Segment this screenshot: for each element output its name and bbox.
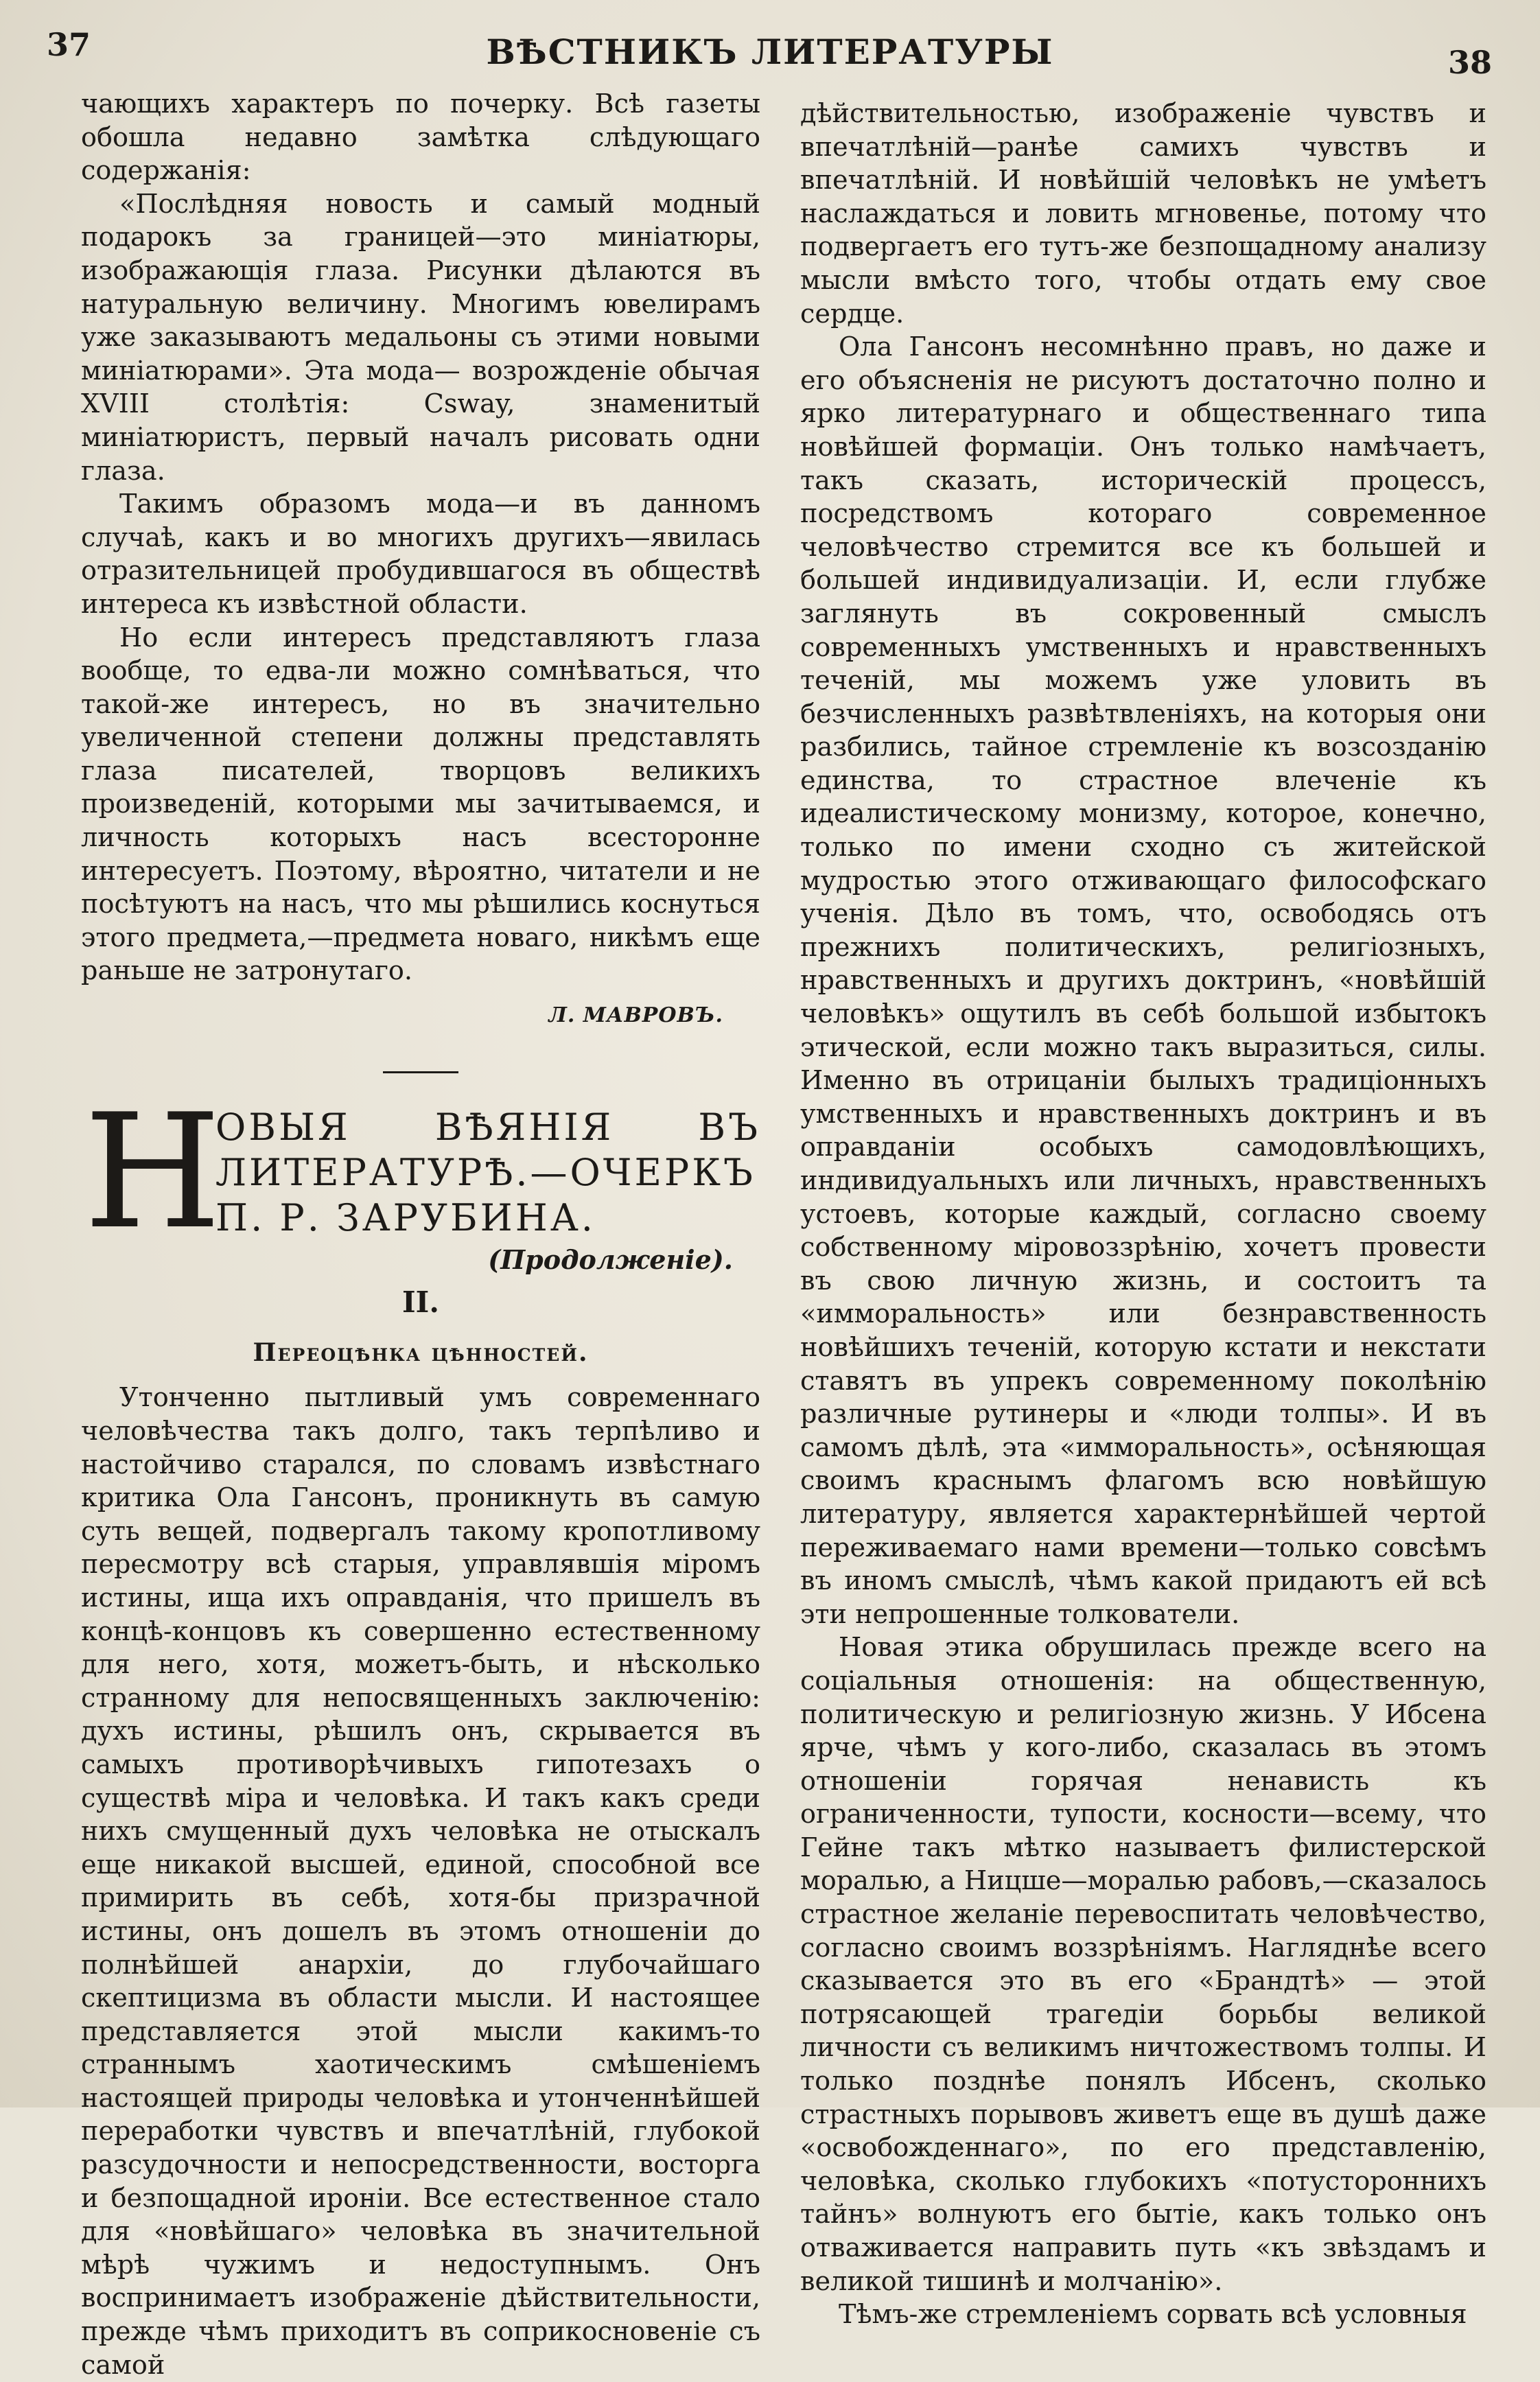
page-number-left: 37 (47, 26, 91, 63)
journal-title: ВѢСТНИКЪ ЛИТЕРАТУРЫ (486, 32, 1054, 72)
right-column (800, 97, 1486, 2332)
section-divider (383, 1071, 458, 1073)
article-title: ОВЫЯ ВѢЯНІЯ ВЪ ЛИТЕРАТУРѢ.—ОЧЕРКЪ П. Р. ЗАРУБИНА. (215, 1105, 760, 1239)
drop-cap: Н (84, 1080, 222, 1264)
paragraph: «Послѣдняя новость и самый модный подарокъ за границей—это миніатюры, изображающія глаза. Рисунки дѣлаются въ натуральную величину. Многимъ ювелирамъ уже заказываютъ медальоны съ этими новыми миніатюрами». Эта мода— возрожденіе обычая XVIII столѣтія: Csway, знаменитый миніатюристъ, первый началъ рисовать одни глаза. (81, 189, 760, 487)
left-column (81, 88, 760, 2382)
paragraph: Новая этика обрушилась прежде всего на соціальныя отношенія: на общественную, политическую и религіозную жизнь. У Ибсена ярче, чѣмъ у кого-либо, сказалась въ этомъ отношеніи горячая ненависть къ ограниченности, тупости, косности—всему, что Гейне такъ мѣтко называетъ филистерской моралью, а Ницше—моралью рабовъ,—сказалось страстное желаніе перевоспитать человѣчество, согласно своимъ воззрѣніямъ. Нагляднѣе всего сказывается это въ его «Брандтѣ» — этой потрясающей трагедіи борьбы великой личности съ великимъ ничтожествомъ толпы. И только позднѣе понялъ Ибсенъ, сколько страстныхъ порывовъ живетъ еще въ душѣ даже «освобожденнаго», по его представленію, человѣка, сколько глубокихъ «потустороннихъ тайнъ» волнуютъ его бытіе, какъ только онъ отваживается направить путь «къ звѣздамъ и великой тишинѣ и молчанію». (800, 1633, 1486, 2297)
author-signature: Л. МАВРОВЪ. (548, 1003, 723, 1028)
section-number: II. (402, 1285, 439, 1320)
continuation-note: (Продолженіе). (488, 1243, 733, 1275)
paragraph: Такимъ образомъ мода—и въ данномъ случаѣ, какъ и во многихъ другихъ—явилась отразительницей пробудившагося въ обществѣ интереса къ извѣстной области. (81, 489, 760, 620)
paragraph: дѣйствительностью, изображеніе чувствъ и впечатлѣній—ранѣе самихъ чувствъ и впечатлѣній. И новѣйшій человѣкъ не умѣетъ наслаждаться и ловить мгновенье, потому что подвергаетъ его тутъ-же безпощадному анализу мысли вмѣсто того, чтобы отдать ему свое сердце. (800, 99, 1486, 329)
paragraph: Ола Гансонъ несомнѣнно правъ, но даже и его объясненія не рисуютъ достаточно полно и ярко литературнаго и общественнаго типа новѣйшей формаціи. Онъ только намѣчаетъ, такъ сказать, историческій процессъ, посредствомъ котораго современное человѣчество стремится все къ большей и большей индивидуализаціи. И, если глубже заглянуть въ сокровенный смыслъ современныхъ умственныхъ и нравственныхъ теченій, мы можемъ уже уловить въ безчисленныхъ развѣтвленіяхъ, на которыя они разбились, тайное стремленіе къ возсозданію единства, то страстное влеченіе къ идеалистическому монизму, которое, конечно, только по имени сходно съ житейской мудростью этого отживающаго философскаго ученія. Дѣло въ томъ, что, освободясь отъ прежнихъ политическихъ, религіозныхъ, нравственныхъ и другихъ доктринъ, «новѣйшій человѣкъ» ощутилъ въ себѣ большой избытокъ этической, если можно такъ выразиться, силы. Именно въ отрицаніи былыхъ традиціонныхъ умственныхъ и нравственныхъ доктринъ и въ оправданіи особыхъ самодовлѣющихъ, индивидуальныхъ или личныхъ, нравственныхъ устоевъ, которые каждый, согласно своему собственному міровоззрѣнію, хочетъ провести въ свою личную жизнь, и состоитъ та «имморальность» или безнравственность новѣйшихъ теченій, которую кстати и некстати ставятъ въ упрекъ современному поколѣнію различные рутинеры и «люди толпы». И въ самомъ дѣлѣ, эта «имморальность», осѣняющая своимъ краснымъ флагомъ всю новѣйшую литературу, является характернѣйшей чертой переживаемаго нами времени—только совсѣмъ въ иномъ смыслѣ, чѣмъ какой придаютъ ей всѣ эти непрошенные толкователи. (800, 332, 1486, 1630)
paragraph: чающихъ характеръ по почерку. Всѣ газеты обошла недавно замѣтка слѣдующаго содержанія: (81, 89, 760, 187)
running-head (41, 26, 1499, 81)
paragraph: Утонченно пытливый умъ современнаго человѣчества такъ долго, такъ терпѣливо и настойчиво старался, по словамъ извѣстнаго критика Ола Гансонъ, проникнуть въ самую суть вещей, подвергалъ такому кропотливому пересмотру всѣ старыя, управлявшія міромъ истины, ища ихъ оправданія, что пришелъ въ концѣ-концовъ къ совершенно естественному для него, хотя, можетъ-быть, и нѣсколько странному для непосвященныхъ заключенію: духъ истины, рѣшилъ онъ, скрывается въ самыхъ противорѣчивыхъ гипотезахъ о существѣ міра и человѣка. И такъ какъ среди нихъ смущенный духъ человѣка не отыскалъ еще никакой высшей, единой, способной все примирить въ себѣ, хотя-бы призрачной истины, онъ дошелъ въ этомъ отношеніи до полнѣйшей анархіи, до глубочайшаго скептицизма въ области мысли. И настоящее представляется этой мысли какимъ-то страннымъ хаотическимъ смѣшеніемъ настоящей природы человѣка и утонченнѣйшей переработки чувствъ и впечатлѣній, глубокой разсудочности и непосредственности, восторга и безпощадной ироніи. Все естественное стало для «новѣйшаго» человѣка въ значительной мѣрѣ чужимъ и недоступнымъ. Онъ воспринимаетъ изображеніе дѣйствительности, прежде чѣмъ приходитъ въ соприкосновеніе съ самой (81, 1383, 760, 2381)
paragraph: Но если интересъ представляютъ глаза вообще, то едва-ли можно сомнѣваться, что такой-же интересъ, но въ значительно увеличенной степени должны представлять глаза писателей, творцовъ великихъ произведеній, которыми мы зачитываемся, и личность которыхъ насъ всесторонне интересуетъ. Поэтому, вѣроятно, читатели и не посѣтуютъ на насъ, что мы рѣшились коснуться этого предмета,—предмета новаго, никѣмъ еще раньше не затронутаго. (81, 622, 760, 987)
section-title: Переоцѣнка цѣнностей. (253, 1338, 589, 1367)
paragraph: Тѣмъ-же стремленіемъ сорвать всѣ условныя (839, 2300, 1467, 2331)
page-number-right: 38 (1447, 44, 1492, 81)
